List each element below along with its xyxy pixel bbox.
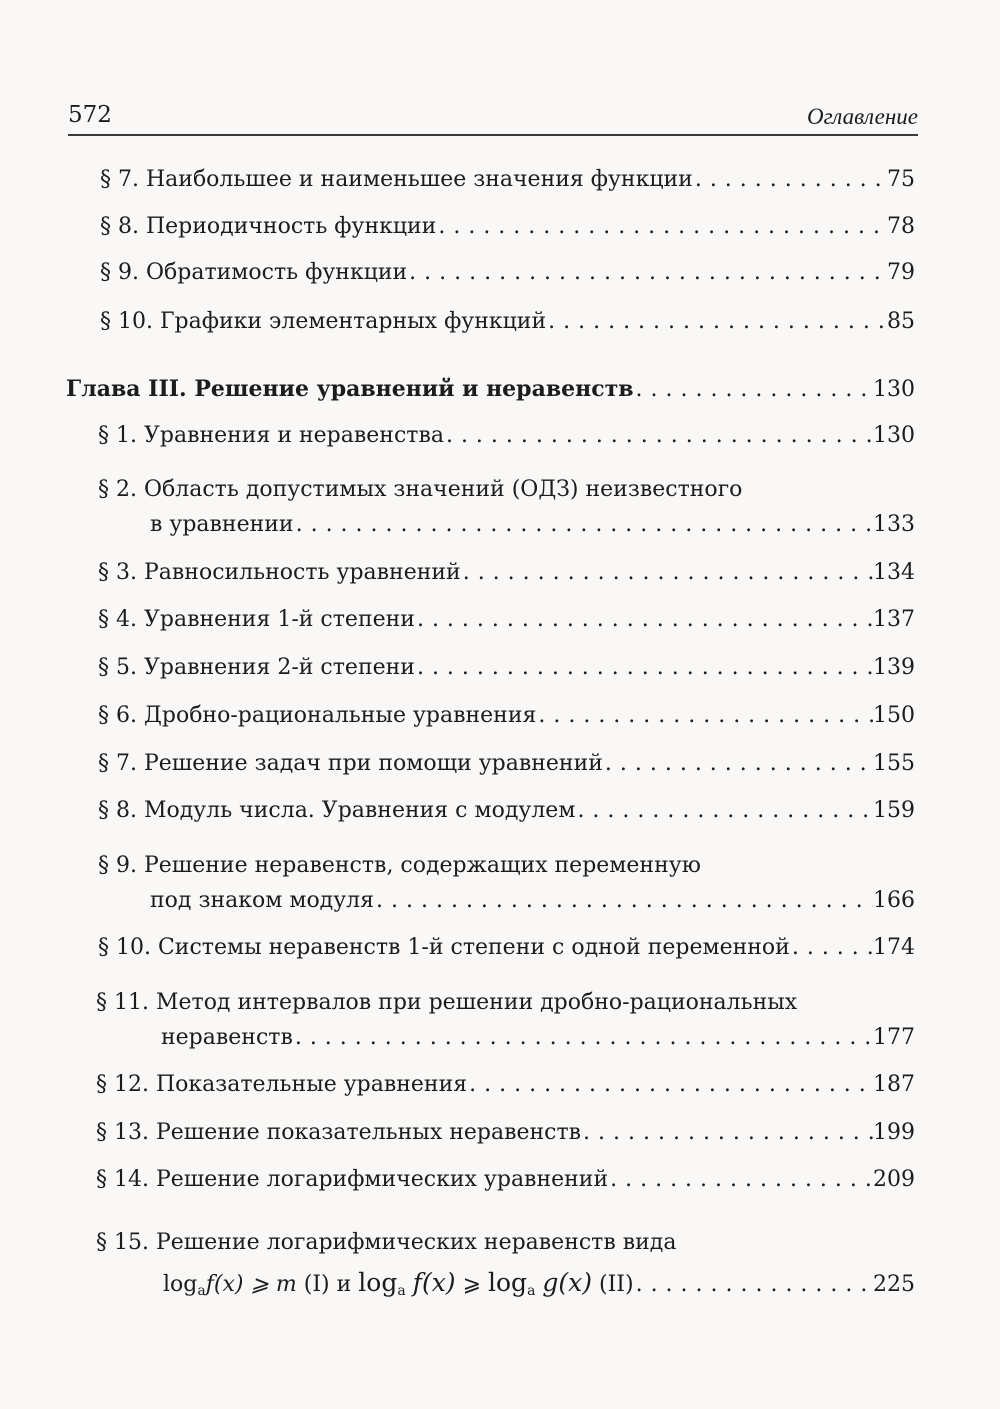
toc-entry-label: неравенств: [161, 1025, 293, 1050]
toc-entry-ch3-s14[interactable]: [96, 1163, 915, 1197]
toc-entry-page: 133: [873, 512, 915, 537]
toc-entry-sec7[interactable]: [100, 163, 915, 197]
chapter-title: Глава III. Решение уравнений и неравенств: [66, 376, 634, 402]
toc-entry-label: § 8. Модуль числа. Уравнения с модулем: [98, 798, 576, 823]
toc-entry-sec9[interactable]: [100, 256, 915, 290]
toc-entry-page: 166: [873, 888, 915, 913]
dot-leader: [603, 747, 873, 781]
dot-leader: [634, 373, 873, 407]
toc-entry-page: 177: [873, 1025, 915, 1050]
toc-entry-ch3-s15[interactable]: [163, 1266, 915, 1300]
toc-entry-ch3-s2-line1[interactable]: § 2. Область допустимых значений (ОДЗ) неизвестного: [98, 477, 743, 502]
toc-entry-page: 134: [873, 560, 915, 585]
toc-entry-sec8[interactable]: [100, 210, 915, 244]
toc-entry-ch3-s5[interactable]: [98, 651, 915, 685]
toc-entry-page: 139: [873, 655, 915, 680]
formula-relation-1: ⩾ m: [250, 1272, 297, 1297]
dot-leader: [575, 794, 873, 828]
dot-leader: [536, 699, 873, 733]
toc-entry-ch3-s4[interactable]: [98, 603, 915, 637]
dot-leader: [415, 651, 873, 685]
formula-log-2: log: [358, 1268, 398, 1297]
formula-arg-1: f(x): [205, 1272, 244, 1297]
toc-entry-ch3-s11-line1[interactable]: § 11. Метод интервалов при решении дробно-рациональных: [96, 990, 798, 1015]
toc-entry-ch3-s9[interactable]: [150, 884, 915, 918]
toc-entry-label: § 5. Уравнения 2-й степени: [98, 655, 415, 680]
dot-leader: [693, 163, 887, 197]
toc-entry-label: § 8. Периодичность функции: [100, 214, 437, 239]
toc-entry-page: 199: [873, 1120, 915, 1145]
toc-entry-label: § 3. Равносильность уравнений: [98, 560, 461, 585]
formula-tag-2: (II): [599, 1272, 634, 1297]
formula-base-3: a: [527, 1283, 536, 1299]
page-header: [68, 100, 918, 134]
formula-log-1: log: [163, 1272, 198, 1297]
page-number: 572: [68, 102, 112, 128]
toc-entry-label: § 14. Решение логарифмических уравнений: [96, 1167, 609, 1192]
dot-leader: [467, 1068, 873, 1102]
toc-entry-ch3-s2[interactable]: [150, 508, 915, 542]
toc-entry-page: 187: [873, 1072, 915, 1097]
toc-entry-label: § 10. Графики элементарных функций: [100, 309, 547, 334]
toc-entry-page: 85: [887, 309, 915, 334]
dot-leader: [374, 884, 873, 918]
toc-entry-page: 130: [873, 423, 915, 448]
formula-conjunction: и: [336, 1272, 352, 1297]
dot-leader: [444, 419, 873, 453]
toc-entry-label: в уравнении: [150, 512, 294, 537]
toc-entry-ch3-s1[interactable]: [98, 419, 915, 453]
dot-leader: [294, 508, 873, 542]
toc-entry-page: 137: [873, 607, 915, 632]
toc-entry-page: 225: [873, 1272, 915, 1297]
dot-leader: [790, 931, 873, 965]
dot-leader: [407, 256, 887, 290]
formula-tag-1: (I): [303, 1272, 330, 1297]
toc-entry-ch3-s8[interactable]: [98, 794, 915, 828]
toc-entry-ch3-s11[interactable]: [161, 1021, 915, 1055]
toc-entry-ch3-s7[interactable]: [98, 747, 915, 781]
toc-entry-label: § 7. Наибольшее и наименьшее значения функции: [100, 167, 693, 192]
dot-leader: [436, 210, 887, 244]
dot-leader: [634, 1268, 873, 1302]
log-inequality-formula: [163, 1266, 634, 1302]
dot-leader: [581, 1116, 873, 1150]
toc-entry-page: 174: [873, 935, 915, 960]
toc-entry-page: 155: [873, 751, 915, 776]
toc-entry-label: § 7. Решение задач при помощи уравнений: [98, 751, 603, 776]
toc-entry-page: 75: [887, 167, 915, 192]
toc-entry-ch3-s12[interactable]: [96, 1068, 915, 1102]
toc-entry-ch3-s3[interactable]: [98, 556, 915, 590]
toc-entry-label: § 4. Уравнения 1-й степени: [98, 607, 415, 632]
formula-base-2: a: [397, 1283, 406, 1299]
formula-relation-2: ⩾: [462, 1272, 481, 1297]
toc-entry-label: § 13. Решение показательных неравенств: [96, 1120, 582, 1145]
running-title: Оглавление: [806, 104, 918, 129]
formula-arg-3: g(x): [542, 1268, 593, 1297]
toc-entry-label: § 12. Показательные уравнения: [96, 1072, 468, 1097]
toc-entry-label: § 10. Системы неравенств 1-й степени с одной переменной: [98, 935, 790, 960]
toc-entry-page: 209: [873, 1167, 915, 1192]
toc-entry-page: 78: [887, 214, 915, 239]
dot-leader: [546, 305, 887, 339]
formula-base-1: a: [197, 1283, 206, 1299]
toc-chapter-3[interactable]: [66, 372, 915, 406]
chapter-page: 130: [873, 377, 915, 402]
toc-entry-label: § 6. Дробно-рациональные уравнения: [98, 703, 537, 728]
toc-entry-sec10[interactable]: [100, 305, 915, 339]
toc-entry-page: 150: [873, 703, 915, 728]
toc-entry-ch3-s9-line1[interactable]: § 9. Решение неравенств, содержащих переменную: [98, 853, 701, 878]
toc-entry-ch3-s10[interactable]: [98, 931, 915, 965]
dot-leader: [293, 1021, 873, 1055]
toc-entry-label: § 1. Уравнения и неравенства: [98, 423, 444, 448]
formula-arg-2: f(x): [412, 1268, 456, 1297]
toc-entry-page: 79: [887, 260, 915, 285]
header-rule: [68, 134, 918, 136]
toc-entry-label: под знаком модуля: [150, 888, 375, 913]
dot-leader: [415, 603, 873, 637]
toc-entry-label: § 9. Обратимость функции: [100, 260, 408, 285]
toc-entry-ch3-s15-line1[interactable]: § 15. Решение логарифмических неравенств вида: [96, 1230, 677, 1255]
dot-leader: [608, 1163, 873, 1197]
formula-log-3: log: [488, 1268, 528, 1297]
toc-entry-page: 159: [873, 798, 915, 823]
dot-leader: [461, 556, 873, 590]
toc-entry-ch3-s6[interactable]: [98, 699, 915, 733]
toc-entry-ch3-s13[interactable]: [96, 1116, 915, 1150]
